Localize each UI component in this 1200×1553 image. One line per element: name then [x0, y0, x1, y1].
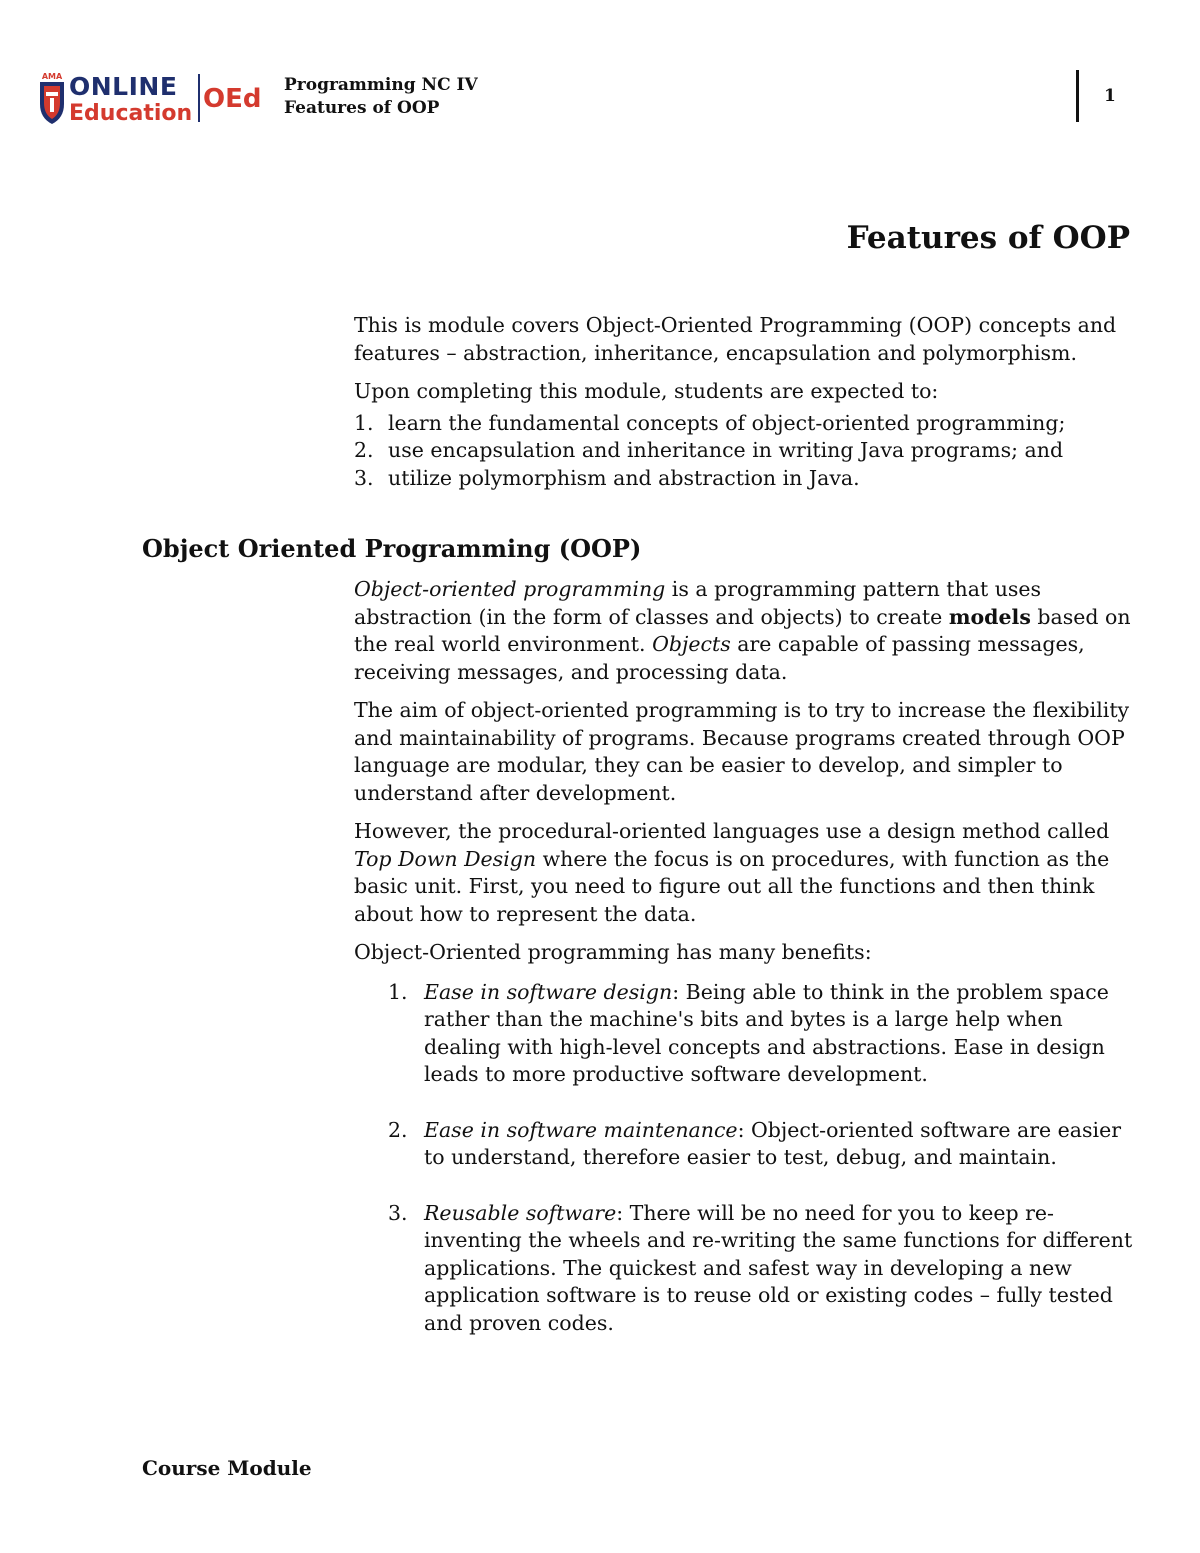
procedural-paragraph: However, the procedural-oriented languages use a design method called Top Down Design where the focus is on procedures, with function as the basic unit. First, you need to figure out all the functions and then think about how to represent the data. — [354, 819, 1110, 926]
objectives-list — [354, 410, 1144, 493]
crest-icon — [40, 72, 64, 124]
list-item: 3. utilize polymorphism and abstraction in Java. — [354, 465, 860, 490]
list-item: 1. learn the fundamental concepts of object-oriented programming; — [354, 410, 1066, 435]
list-item: 2. use encapsulation and inheritance in writing Java programs; and — [354, 438, 1064, 462]
intro-paragraph: This is module covers Object-Oriented Programming (OOP) concepts and features – abstraction, inheritance, encapsulation and polymorphism. — [354, 313, 1117, 365]
list-item: 1. Ease in software design: Being able to think in the problem space rather than the machine's bits and bytes is a large help when dealing with high-level concepts and abstractions. Ease in design leads to more productive software development. — [388, 979, 1109, 1086]
benefits-lead: Object-Oriented programming has many benefits: — [354, 940, 872, 964]
header-divider — [1076, 70, 1079, 122]
document-title: Features of OOP — [846, 220, 1130, 256]
list-item: 2. Ease in software maintenance: Object-oriented software are easier to understand, therefore easier to test, debug, and maintain. — [388, 1117, 1122, 1169]
footer-label: Course Module — [142, 1456, 312, 1480]
list-item: 3. Reusable software: There will be no need for you to keep re-inventing the wheels and re-writing the same functions for different applications. The quickest and safest way in developing a new application software is to reuse old or existing codes – fully tested and proven codes. — [388, 1200, 1133, 1335]
logo-brand-bottom: Education — [69, 101, 193, 126]
svg-text:AMA: AMA — [41, 72, 63, 81]
header-course: Programming NC IV — [284, 75, 478, 95]
section-body — [354, 576, 1144, 1365]
logo-brand-short: OEd — [203, 84, 262, 114]
benefits-list — [354, 979, 1144, 1338]
aim-paragraph: The aim of object-oriented programming is to try to increase the flexibility and maintainability of programs. Because programs created through OOP language are modular, they can be easier to develop, and simpler to understand after development. — [354, 698, 1130, 805]
header-text — [284, 74, 478, 120]
section-heading: Object Oriented Programming (OOP) — [142, 534, 642, 563]
header-topic: Features of OOP — [284, 98, 440, 118]
objectives-lead: Upon completing this module, students are expected to: — [354, 379, 939, 403]
online-education-logo — [36, 70, 272, 126]
page-number: 1 — [1104, 86, 1116, 106]
intro-section — [354, 312, 1144, 492]
logo-brand-top: ONLINE — [69, 72, 178, 101]
definition-paragraph: Object-oriented programming is a programming pattern that uses abstraction (in the form of classes and objects) to create models based on the real world environment. Objects are capable of passing messages, receiving messages, and processing data. — [354, 577, 1131, 684]
